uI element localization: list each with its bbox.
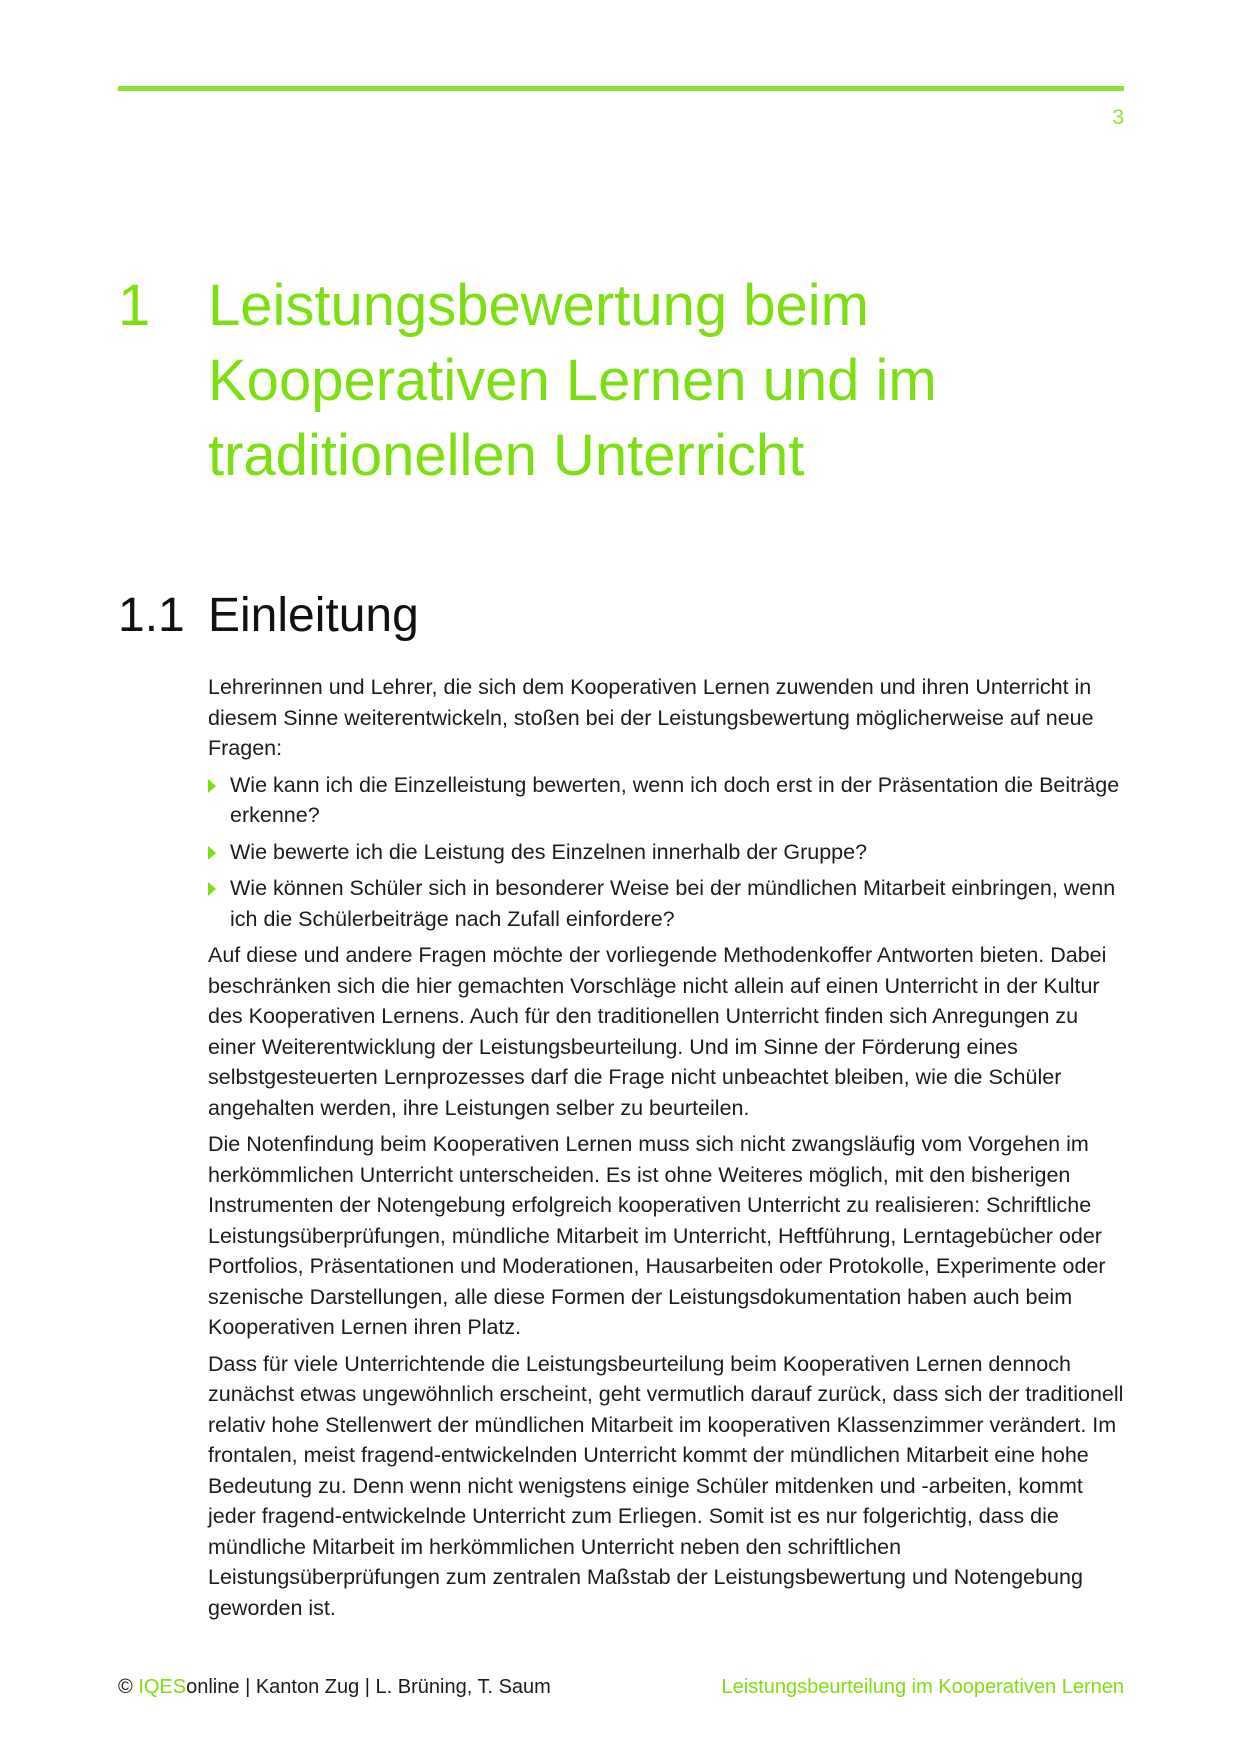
credits-text: | Kanton Zug | L. Brüning, T. Saum <box>245 1676 551 1698</box>
body-paragraph: Die Notenfindung beim Kooperativen Lernen muss sich nicht zwangsläufig vom Vorgehen im herkömmlichen Unterricht unterscheiden. Es ist ohne Weiteres möglich, mit den bisherigen Instrumenten der Notengebung erfolgreich kooperativen Unterricht zu realisieren: Schriftliche Leistungsüberprüfungen, mündliche Mitarbeit im Unterricht, Heftführung, Lerntagebücher oder Portfolios, Präsentationen und Moderationen, Hausarbeiten oder Protokolle, Experimente oder szenische Darstellungen, alle diese Formen der Leistungsdokumentation haben auch beim Kooperativen Lernen ihren Platz. <box>208 1132 1106 1339</box>
triangle-bullet-icon <box>208 779 216 793</box>
list-item <box>208 837 1126 868</box>
triangle-bullet-icon <box>208 882 216 896</box>
body-paragraph: Dass für viele Unterrichtende die Leistungsbeurteilung beim Kooperativen Lernen dennoch zunächst etwas ungewöhnlich erscheint, geht vermutlich darauf zurück, dass sich der traditionell relativ hohe Stellenwert der mündlichen Mitarbeit im kooperativen Klassenzimmer verändert. Im frontalen, meist fragend-entwickelnden Unterricht kommt der mündlichen Mitarbeit eine hohe Bedeutung zu. Denn wenn nicht wenigstens einige Schüler mitdenken und -arbeiten, kommt jeder fragend-entwickelnde Unterricht zum Erliegen. Somit ist es nur folgerichtig, dass die mündliche Mitarbeit im herkömmlichen Unterricht neben den schriftlichen Leistungsüberprüfungen zum zentralen Maßstab der Leistungsbewertung und Notengebung geworden ist. <box>208 1351 1124 1620</box>
header-rule <box>118 86 1124 91</box>
section-number: 1.1 <box>118 589 185 642</box>
body-paragraph: Auf diese und andere Fragen möchte der vorliegende Methodenkoffer Antworten bieten. Dabei beschränken sich die hier gemachten Vorschläge nicht allein auf einen Unterricht in der Kultur des Kooperativen Lernens. Auch für den traditionellen Unterricht finden sich Anregungen zu einer Weiterentwicklung der Leistungsbeurteilung. Und im Sinne der Förderung eines selbstgesteuerten Lernprozesses darf die Frage nicht unbeachtet bleiben, wie die Schüler angehalten werden, ihre Leistungen selber zu beurteilen. <box>208 943 1107 1120</box>
copyright-symbol: © <box>118 1676 133 1698</box>
list-item <box>208 873 1126 934</box>
brand-online: online <box>186 1676 240 1698</box>
page-number: 3 <box>1112 106 1124 129</box>
body-text <box>208 672 1126 1629</box>
list-item-text: Wie bewerte ich die Leistung des Einzelnen innerhalb der Gruppe? <box>230 839 868 864</box>
intro-paragraph: Lehrerinnen und Lehrer, die sich dem Kooperativen Lernen zuwenden und ihren Unterricht in diesem Sinne weiterentwickeln, stoßen bei der Leistungsbewertung möglicherweise auf neue Fragen: <box>208 675 1094 760</box>
chapter-title-line: Kooperativen Lernen und im <box>208 348 937 413</box>
list-item-text: Wie können Schüler sich in besonderer Weise bei der mündlichen Mitarbeit einbringen, wenn ich die Schülerbeiträge nach Zufall einfordere? <box>230 876 1116 931</box>
question-list <box>208 770 1126 935</box>
list-item-text: Wie kann ich die Einzelleistung bewerten, wenn ich doch erst in der Präsentation die Beiträge erkenne? <box>230 772 1120 827</box>
chapter-number: 1 <box>118 273 151 338</box>
triangle-bullet-icon <box>208 846 216 860</box>
chapter-title-line: Leistungsbewertung beim <box>208 273 869 338</box>
footer-publication-title: Leistungsbeurteilung im Kooperativen Lernen <box>721 1676 1124 1698</box>
chapter-title <box>208 268 1108 493</box>
brand-iqes: IQES <box>138 1676 187 1698</box>
footer-credits <box>118 1676 551 1699</box>
chapter-title-line: traditionellen Unterricht <box>208 423 805 488</box>
section-title: Einleitung <box>208 589 419 642</box>
list-item <box>208 770 1126 831</box>
